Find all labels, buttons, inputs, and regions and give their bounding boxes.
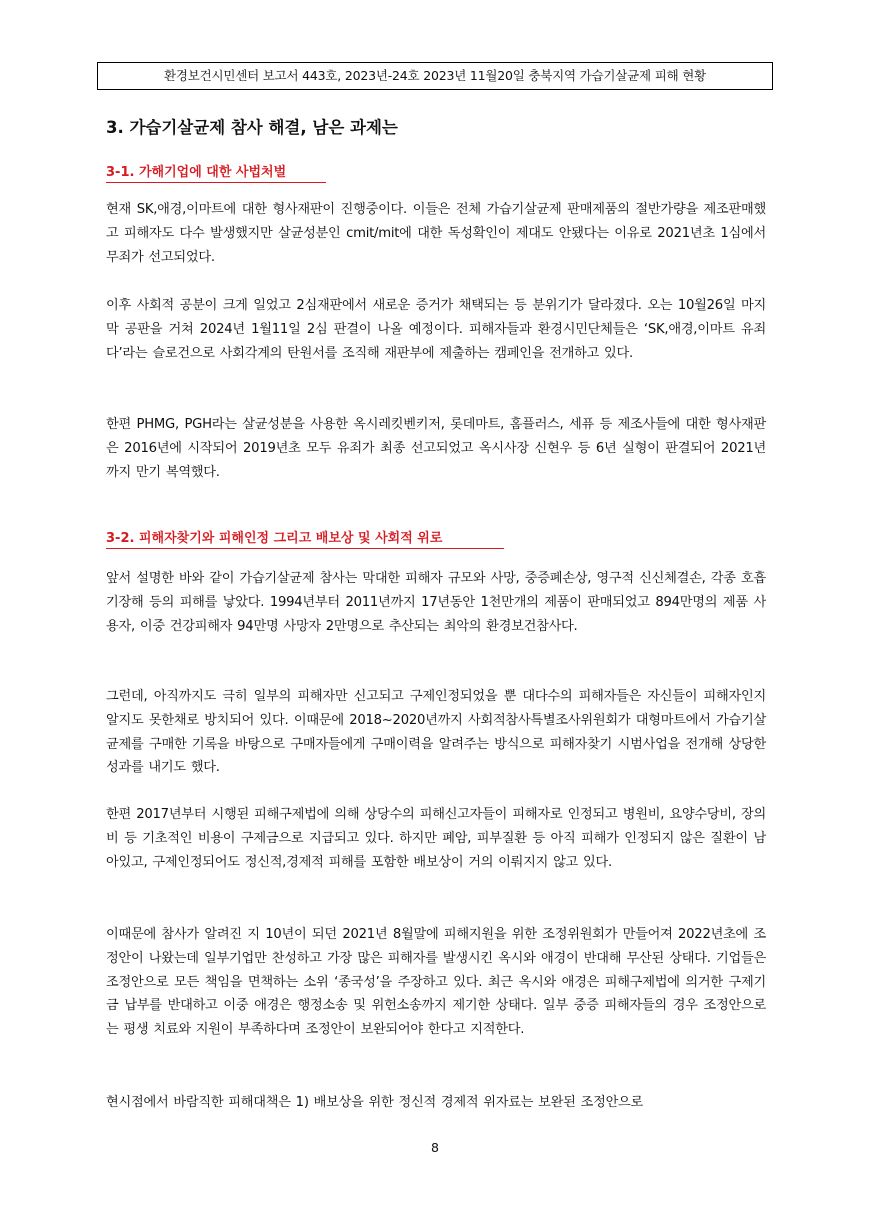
paragraph: 이때문에 참사가 알려진 지 10년이 되던 2021년 8월말에 피해지원을 위한 조정위원회가 만들어져 2022년초에 조정안이 나왔는데 일부기업만 찬성하고 가장 많은 피해자를 발생시킨 옥시와 애경이 반대해 무산된 상태다. 기업들은 조정안으로 모든 책임을 면책하는 소위 ‘종국성’을 주장하고 있다. 최근 옥시와 애경은 피해구제법에 의거한 구제기금 납부를 반대하고 이중 애경은 행정소송 및 위헌소송까지 제기한 상태다. 일부 중증 피해자들의 경우 조정안으로는 평생 치료와 지원이 부족하다며 조정안이 보완되어야 한다고 지적한다.	[106, 927, 766, 1038]
paragraph: 현재 SK,애경,이마트에 대한 형사재판이 진행중이다. 이들은 전체 가습기살균제 판매제품의 절반가량을 제조판매했고 피해자도 다수 발생했지만 살균성분인 cmit/mit에 대한 독성확인이 제대도 안됐다는 이유로 2021년초 1심에서 무죄가 선고되었다.	[106, 202, 766, 265]
subsection-heading-3-2	[106, 527, 442, 549]
paragraph: 이후 사회적 공분이 크게 일었고 2심재판에서 새로운 증거가 채택되는 등 분위기가 달라졌다. 오는 10월26일 마지막 공판을 거쳐 2024년 1월11일 2심 판결이 나올 예정이다. 피해자들과 환경시민단체들은 ‘SK,애경,이마트 유죄다’라는 슬로건으로 사회각계의 탄원서를 조직해 재판부에 제출하는 캠페인을 전개하고 있다.	[106, 298, 766, 361]
subsection-heading-3-1	[106, 161, 286, 183]
paragraph: 그런데, 아직까지도 극히 일부의 피해자만 신고되고 구제인정되었을 뿐 대다수의 피해자들은 자신들이 피해자인지 알지도 못한채로 방치되어 있다. 이때문에 2018~2020년까지 사회적참사특별조사위원회가 대형마트에서 가습기살균제를 구매한 기록을 바탕으로 구매자들에게 구매이력을 알려주는 방식으로 피해자찾기 시범사업을 전개해 상당한 성과를 내기도 했다.	[106, 689, 766, 776]
subsection-title: 가해기업에 대한 사법처벌	[138, 165, 287, 180]
subsection-underline	[106, 548, 504, 549]
subsection-title: 피해자찾기와 피해인정 그리고 배보상 및 사회적 위로	[138, 531, 443, 546]
subsection-number: 3-2.	[106, 531, 135, 546]
paragraph: 한편 PHMG, PGH라는 살균성분을 사용한 옥시레킷벤키저, 롯데마트, 홈플러스, 세퓨 등 제조사들에 대한 형사재판은 2016년에 시작되어 2019년초 모두 유죄가 최종 선고되었고 옥시사장 신현우 등 6년 실형이 판결되어 2021년까지 만기 복역했다.	[106, 417, 766, 480]
subsection-number: 3-1.	[106, 165, 135, 180]
subsection-underline	[106, 182, 326, 183]
page-number: 8	[431, 1140, 439, 1155]
paragraph: 앞서 설명한 바와 같이 가습기살균제 참사는 막대한 피해자 규모와 사망, 중증폐손상, 영구적 신신체결손, 각종 호흡기장해 등의 피해를 낳았다. 1994년부터 2011년까지 17년동안 1천만개의 제품이 판매되었고 894만명의 제품 사용자, 이중 건강피해자 94만명 사망자 2만명으로 추산되는 최악의 환경보건참사다.	[106, 571, 766, 634]
paragraph: 현시점에서 바람직한 피해대책은 1) 배보상을 위한 정신적 경제적 위자료는 보완된 조정안으로	[106, 1095, 644, 1110]
header-text: 환경보건시민센터 보고서 443호, 2023년-24호 2023년 11월20일 충북지역 가습기살균제 피해 현황	[164, 68, 706, 83]
paragraph: 한편 2017년부터 시행된 피해구제법에 의해 상당수의 피해신고자들이 피해자로 인정되고 병원비, 요양수당비, 장의비 등 기초적인 비용이 구제금으로 지급되고 있다. 하지만 폐암, 피부질환 등 아직 피해가 인정되지 않은 질환이 남아있고, 구제인정되어도 정신적,경제적 피해를 포함한 배보상이 거의 이뤄지지 않고 있다.	[106, 807, 766, 870]
document-header	[97, 62, 773, 90]
section-title: 3. 가습기살균제 참사 해결, 남은 과제는	[106, 118, 398, 137]
